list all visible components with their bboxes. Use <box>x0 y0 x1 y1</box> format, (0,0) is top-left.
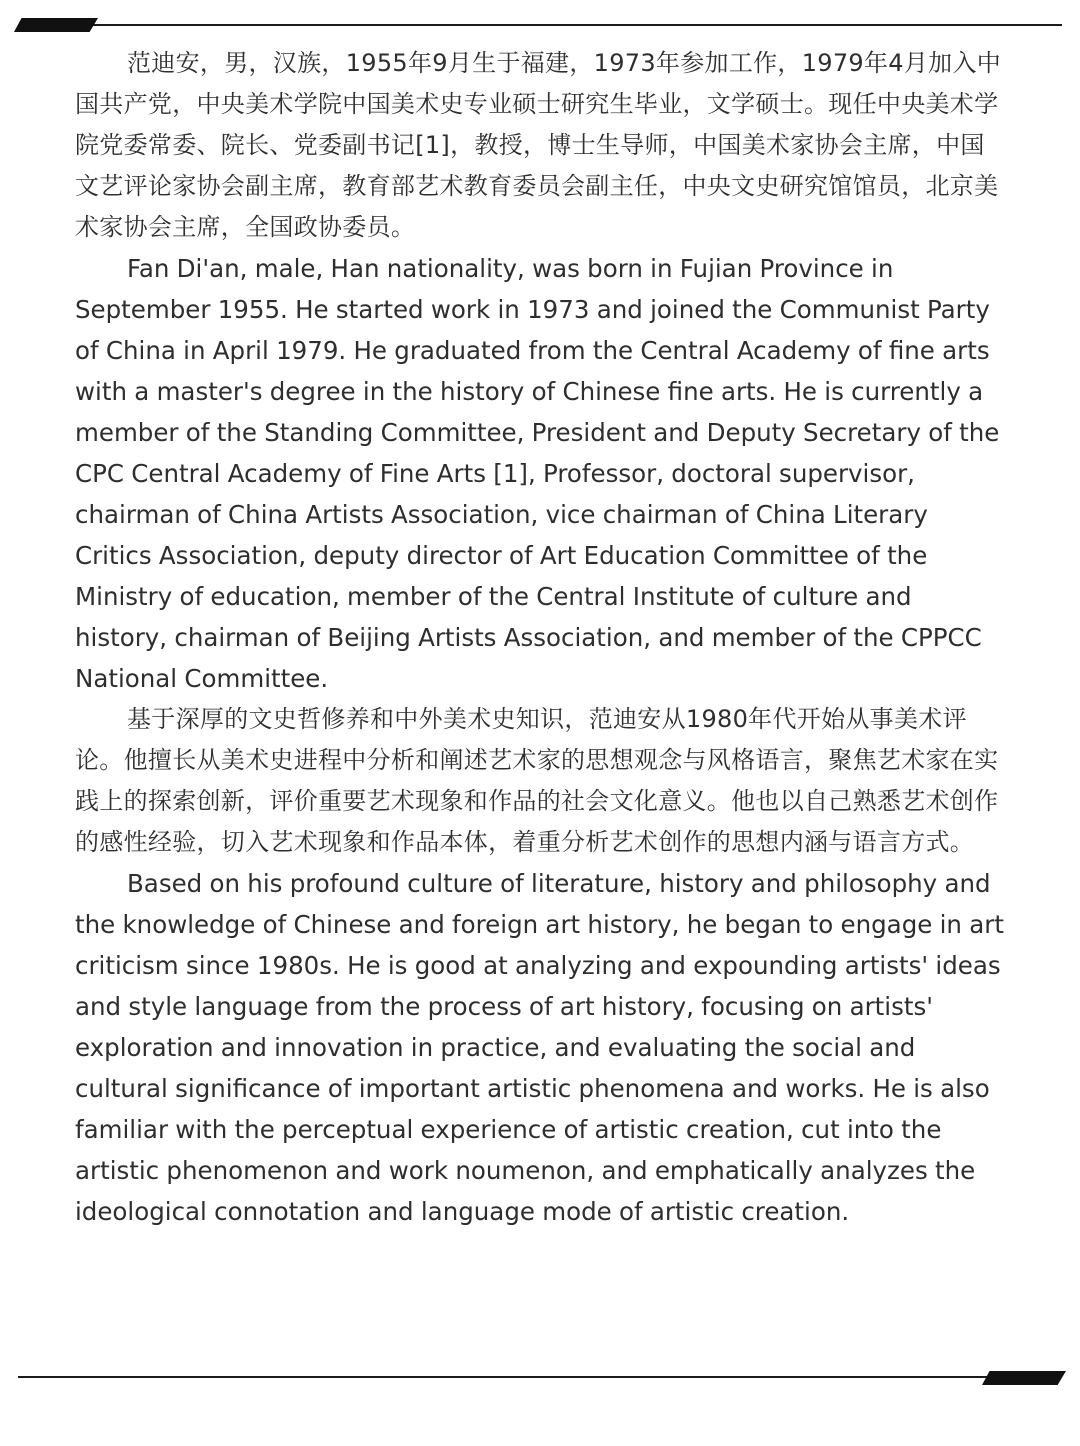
top-rule <box>20 24 1062 26</box>
top-corner-ornament <box>14 18 98 32</box>
paragraph-zh-biography: 范迪安，男，汉族，1955年9月生于福建，1973年参加工作，1979年4月加入中国共产党，中央美术学院中国美术史专业硕士研究生毕业，文学硕士。现任中央美术学院党委常委、院长、党委副书记[1]，教授，博士生导师，中国美术家协会主席，中国文艺评论家协会副主席，教育部艺术教育委员会副主任，中央文史研究馆馆员，北京美术家协会主席，全国政协委员。 <box>75 49 1002 241</box>
bottom-corner-ornament <box>982 1371 1066 1385</box>
paragraph-en-biography: Fan Di'an, male, Han nationality, was born in Fujian Province in September 1955. He started work in 1973 and joined the Communist Party of China in April 1979. He graduated from the Central Academy of fine arts with a master's degree in the history of Chinese fine arts. He is currently a member of the Standing Committee, President and Deputy Secretary of the CPC Central Academy of Fine Arts [1], Professor, doctoral supervisor, chairman of China Artists Association, vice chairman of China Literary Critics Association, deputy director of Art Education Committee of the Ministry of education, member of the Central Institute of culture and history, chairman of Beijing Artists Association, and member of the CPPCC National Committee. <box>75 254 1000 693</box>
paragraph-en-criticism: Based on his profound culture of literature, history and philosophy and the knowledge of Chinese and foreign art history, he began to engage in art criticism since 1980s. He is good at analyzing and expounding artists' ideas and style language from the process of art history, focusing on artists' exploration and innovation in practice, and evaluating the social and cultural significance of important artistic phenomena and works. He is also familiar with the perceptual experience of artistic creation, cut into the artistic phenomenon and work noumenon, and emphatically analyzes the ideological connotation and language mode of artistic creation. <box>75 869 1004 1226</box>
bottom-rule <box>18 1376 1060 1378</box>
paragraph-zh-criticism: 基于深厚的文史哲修养和中外美术史知识，范迪安从1980年代开始从事美术评论。他擅长从美术史进程中分析和阐述艺术家的思想观念与风格语言，聚焦艺术家在实践上的探索创新，评价重要艺术现象和作品的社会文化意义。他也以自己熟悉艺术创作的感性经验，切入艺术现象和作品本体，着重分析艺术创作的思想内涵与语言方式。 <box>75 705 999 856</box>
document-body <box>75 43 1007 1232</box>
